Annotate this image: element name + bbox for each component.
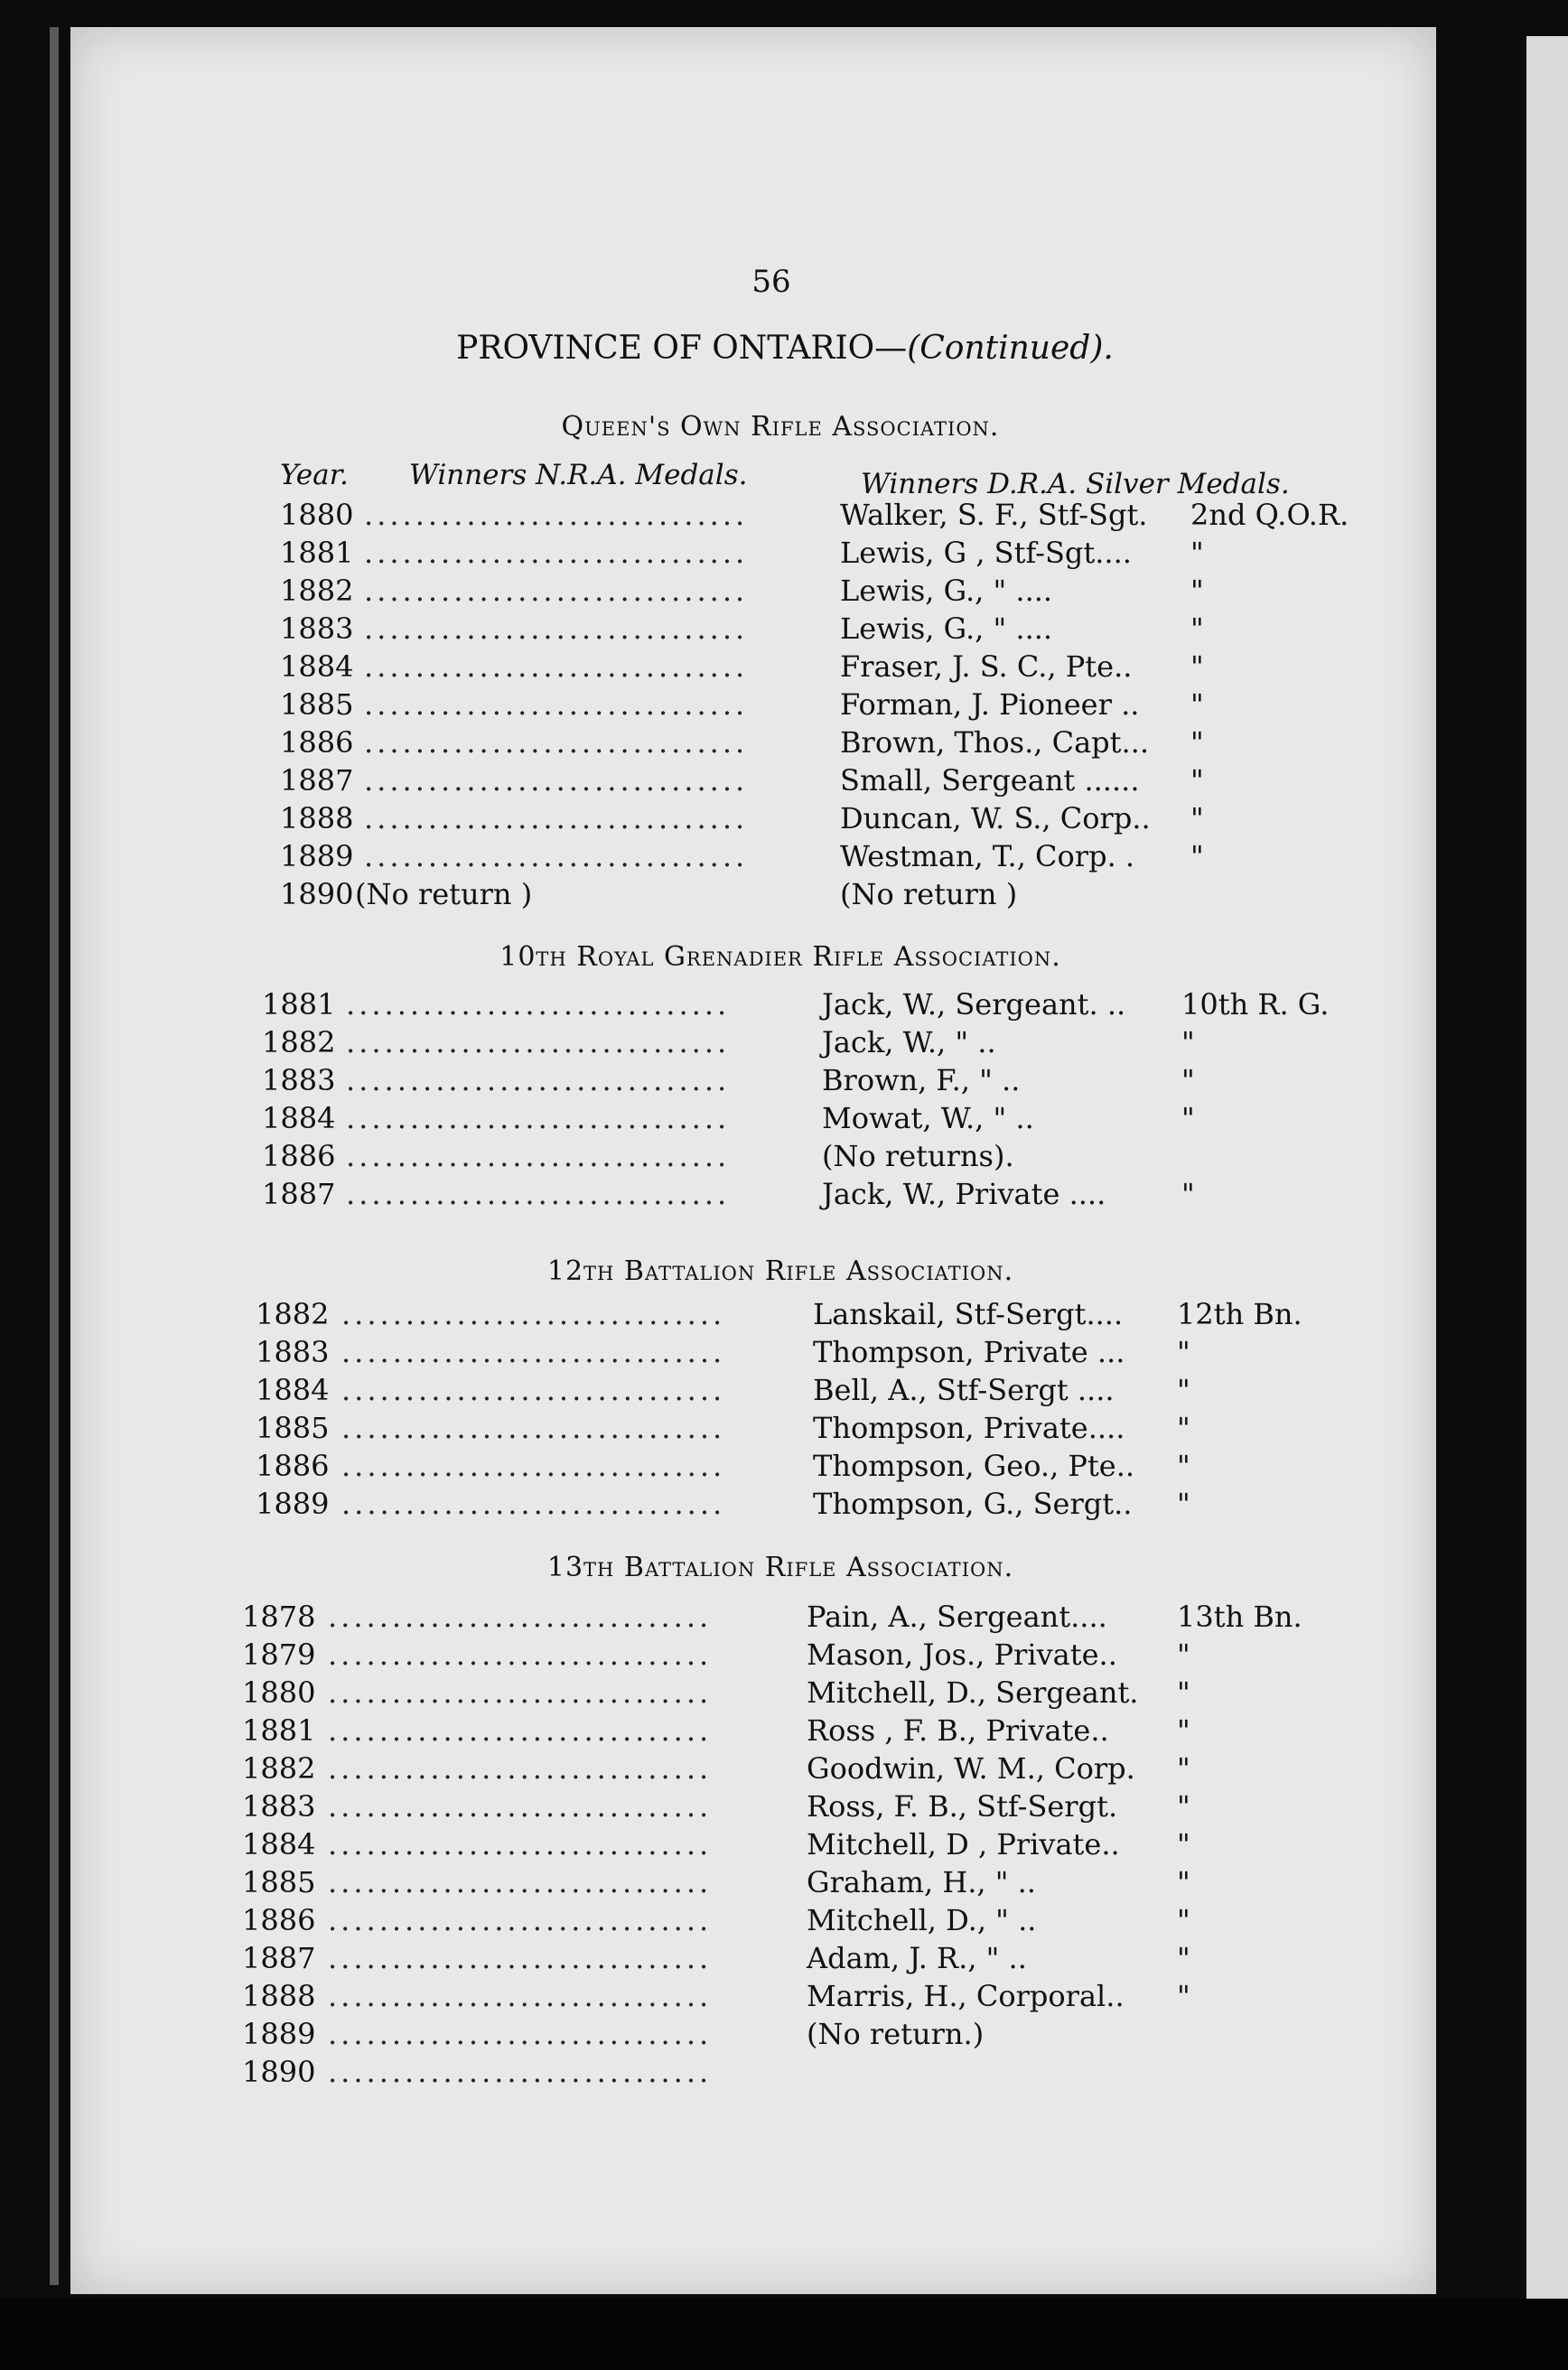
row-unit: ": [1177, 1865, 1190, 1899]
header-year: Year.: [280, 459, 349, 491]
row-year: 1884: [280, 649, 354, 684]
row-year: 1890: [280, 877, 354, 911]
row-unit: 13th Bn.: [1177, 1600, 1302, 1634]
leader-dots: ..............................: [364, 801, 749, 835]
leader-dots: ..............................: [341, 1297, 726, 1331]
row-unit: ": [1177, 1449, 1190, 1483]
row-year: 1883: [242, 1789, 316, 1824]
scan-bottom-band: [0, 2299, 1568, 2370]
header-nra-medals: Winners N.R.A. Medals.: [409, 459, 748, 491]
row-dra-winner: Fraser, J. S. C., Pte..: [840, 649, 1133, 684]
row-dra-winner: Lanskail, Stf-Sergt....: [813, 1297, 1124, 1331]
leader-dots: ..............................: [328, 1751, 713, 1786]
leader-dots: ..............................: [341, 1373, 726, 1407]
leader-dots: ..............................: [328, 1941, 713, 1975]
row-unit: ": [1181, 1177, 1195, 1211]
page-left-edge: [50, 27, 59, 2285]
leader-dots: ..............................: [364, 725, 749, 760]
row-year: 1889: [280, 839, 354, 873]
row-dra-winner: Walker, S. F., Stf-Sgt.: [840, 498, 1148, 532]
row-dra-winner: Bell, A., Stf-Sergt ....: [813, 1373, 1115, 1407]
row-dra-winner: Mowat, W., " ..: [822, 1101, 1034, 1135]
row-year: 1890: [242, 2055, 316, 2089]
row-nra-winner: (No return ): [355, 877, 533, 911]
leader-dots: ..............................: [328, 1903, 713, 1937]
leader-dots: ..............................: [341, 1411, 726, 1445]
leader-dots: ..............................: [328, 1713, 713, 1748]
row-year: 1881: [280, 536, 354, 570]
row-dra-winner: Small, Sergeant ......: [840, 763, 1140, 798]
row-dra-winner: Lewis, G , Stf-Sgt....: [840, 536, 1132, 570]
page: [70, 27, 1436, 2294]
row-dra-winner: Thompson, Private ...: [813, 1335, 1125, 1369]
row-dra-winner: Lewis, G., " ....: [840, 611, 1053, 646]
leader-dots: ..............................: [328, 1638, 713, 1672]
row-unit: ": [1177, 1487, 1190, 1521]
row-year: 1882: [280, 574, 354, 608]
row-dra-winner: Thompson, G., Sergt..: [813, 1487, 1133, 1521]
row-unit: ": [1177, 1903, 1190, 1937]
leader-dots: ..............................: [346, 1101, 731, 1135]
row-year: 1886: [256, 1449, 330, 1483]
row-year: 1887: [242, 1941, 316, 1975]
leader-dots: ..............................: [346, 1139, 731, 1173]
leader-dots: ..............................: [364, 763, 749, 798]
row-unit: ": [1177, 1335, 1190, 1369]
leader-dots: ..............................: [364, 839, 749, 873]
section-heading: Queen's Own Rifle Association.: [561, 411, 1000, 443]
row-dra-winner: Mason, Jos., Private..: [807, 1638, 1117, 1672]
page-content: [70, 27, 1436, 2294]
leader-dots: ..............................: [328, 1865, 713, 1899]
row-unit: ": [1190, 725, 1204, 760]
row-dra-winner: Lewis, G., " ....: [840, 574, 1053, 608]
row-year: 1881: [242, 1713, 316, 1748]
leader-dots: ..............................: [328, 1600, 713, 1634]
row-year: 1886: [262, 1139, 336, 1173]
leader-dots: ..............................: [341, 1335, 726, 1369]
row-year: 1886: [280, 725, 354, 760]
row-unit: ": [1177, 1827, 1190, 1861]
row-unit: ": [1177, 1675, 1190, 1710]
row-unit: ": [1190, 839, 1204, 873]
leader-dots: ..............................: [328, 2055, 713, 2089]
row-unit: ": [1190, 649, 1204, 684]
row-year: 1878: [242, 1600, 316, 1634]
leader-dots: ..............................: [364, 574, 749, 608]
next-page-edge: [1526, 36, 1568, 2370]
row-dra-winner: Goodwin, W. M., Corp.: [807, 1751, 1135, 1786]
leader-dots: ..............................: [341, 1487, 726, 1521]
row-unit: ": [1177, 1751, 1190, 1786]
row-unit: ": [1190, 687, 1204, 722]
row-unit: ": [1181, 1101, 1195, 1135]
row-year: 1889: [242, 2017, 316, 2051]
leader-dots: ..............................: [328, 1675, 713, 1710]
title-continued: (Continued).: [907, 330, 1114, 367]
row-unit: ": [1177, 1789, 1190, 1824]
row-dra-winner: Jack, W., Sergeant. ..: [822, 987, 1126, 1022]
section-heading: 13th Battalion Rifle Association.: [546, 1552, 1014, 1583]
row-dra-winner: Duncan, W. S., Corp..: [840, 801, 1151, 835]
row-unit: 2nd Q.O.R.: [1190, 498, 1349, 532]
row-unit: 12th Bn.: [1177, 1297, 1302, 1331]
title-main: PROVINCE OF ONTARIO—: [456, 330, 908, 367]
row-year: 1885: [280, 687, 354, 722]
row-year: 1886: [242, 1903, 316, 1937]
leader-dots: ..............................: [364, 649, 749, 684]
row-year: 1883: [262, 1063, 336, 1097]
row-unit: ": [1181, 1025, 1195, 1059]
row-dra-winner: Thompson, Private....: [813, 1411, 1125, 1445]
leader-dots: ..............................: [341, 1449, 726, 1483]
leader-dots: ..............................: [364, 687, 749, 722]
leader-dots: ..............................: [364, 498, 749, 532]
leader-dots: ..............................: [346, 987, 731, 1022]
leader-dots: ..............................: [328, 1979, 713, 2013]
row-unit: ": [1177, 1638, 1190, 1672]
row-dra-winner: Ross , F. B., Private..: [807, 1713, 1109, 1748]
row-year: 1880: [280, 498, 354, 532]
row-unit: ": [1190, 611, 1204, 646]
section-heading: 12th Battalion Rifle Association.: [546, 1255, 1014, 1287]
row-unit: ": [1177, 1411, 1190, 1445]
row-dra-winner: Thompson, Geo., Pte..: [813, 1449, 1135, 1483]
row-year: 1883: [280, 611, 354, 646]
leader-dots: ..............................: [364, 536, 749, 570]
row-year: 1884: [262, 1101, 336, 1135]
row-year: 1882: [256, 1297, 330, 1331]
row-dra-winner: (No returns).: [822, 1139, 1014, 1173]
header-dra-medals: Winners D.R.A. Silver Medals.: [861, 468, 1290, 500]
row-year: 1883: [256, 1335, 330, 1369]
leader-dots: ..............................: [328, 1789, 713, 1824]
row-dra-winner: Mitchell, D., Sergeant.: [807, 1675, 1139, 1710]
leader-dots: ..............................: [346, 1177, 731, 1211]
row-dra-winner: Jack, W., Private ....: [822, 1177, 1106, 1211]
row-year: 1881: [262, 987, 336, 1022]
row-dra-winner: Mitchell, D., " ..: [807, 1903, 1037, 1937]
row-unit: ": [1177, 1713, 1190, 1748]
row-dra-winner: Marris, H., Corporal..: [807, 1979, 1125, 2013]
page-title: [70, 330, 1436, 367]
leader-dots: ..............................: [346, 1063, 731, 1097]
row-year: 1888: [280, 801, 354, 835]
row-dra-winner: Pain, A., Sergeant....: [807, 1600, 1107, 1634]
row-dra-winner: Brown, F., " ..: [822, 1063, 1021, 1097]
row-year: 1887: [262, 1177, 336, 1211]
row-dra-winner: Brown, Thos., Capt...: [840, 725, 1149, 760]
row-year: 1879: [242, 1638, 316, 1672]
row-dra-winner: Forman, J. Pioneer ..: [840, 687, 1140, 722]
row-dra-winner: (No return ): [840, 877, 1018, 911]
leader-dots: ..............................: [328, 1827, 713, 1861]
row-year: 1882: [262, 1025, 336, 1059]
row-year: 1887: [280, 763, 354, 798]
page-number: 56: [751, 264, 791, 300]
row-unit: ": [1190, 536, 1204, 570]
row-dra-winner: (No return.): [807, 2017, 985, 2051]
row-year: 1880: [242, 1675, 316, 1710]
row-unit: ": [1181, 1063, 1195, 1097]
row-dra-winner: Westman, T., Corp. .: [840, 839, 1135, 873]
row-year: 1885: [242, 1865, 316, 1899]
leader-dots: ..............................: [346, 1025, 731, 1059]
row-year: 1882: [242, 1751, 316, 1786]
row-dra-winner: Graham, H., " ..: [807, 1865, 1036, 1899]
row-unit: ": [1177, 1941, 1190, 1975]
row-year: 1889: [256, 1487, 330, 1521]
row-year: 1888: [242, 1979, 316, 2013]
row-dra-winner: Ross, F. B., Stf-Sergt.: [807, 1789, 1118, 1824]
row-unit: ": [1190, 574, 1204, 608]
leader-dots: ..............................: [364, 611, 749, 646]
row-year: 1884: [256, 1373, 330, 1407]
section-heading: 10th Royal Grenadier Rifle Association.: [499, 941, 1061, 973]
row-year: 1885: [256, 1411, 330, 1445]
row-unit: ": [1190, 763, 1204, 798]
row-unit: ": [1190, 801, 1204, 835]
row-unit: 10th R. G.: [1181, 987, 1330, 1022]
row-dra-winner: Jack, W., " ..: [822, 1025, 996, 1059]
row-year: 1884: [242, 1827, 316, 1861]
row-dra-winner: Mitchell, D , Private..: [807, 1827, 1120, 1861]
leader-dots: ..............................: [328, 2017, 713, 2051]
row-dra-winner: Adam, J. R., " ..: [807, 1941, 1027, 1975]
row-unit: ": [1177, 1373, 1190, 1407]
row-unit: ": [1177, 1979, 1190, 2013]
